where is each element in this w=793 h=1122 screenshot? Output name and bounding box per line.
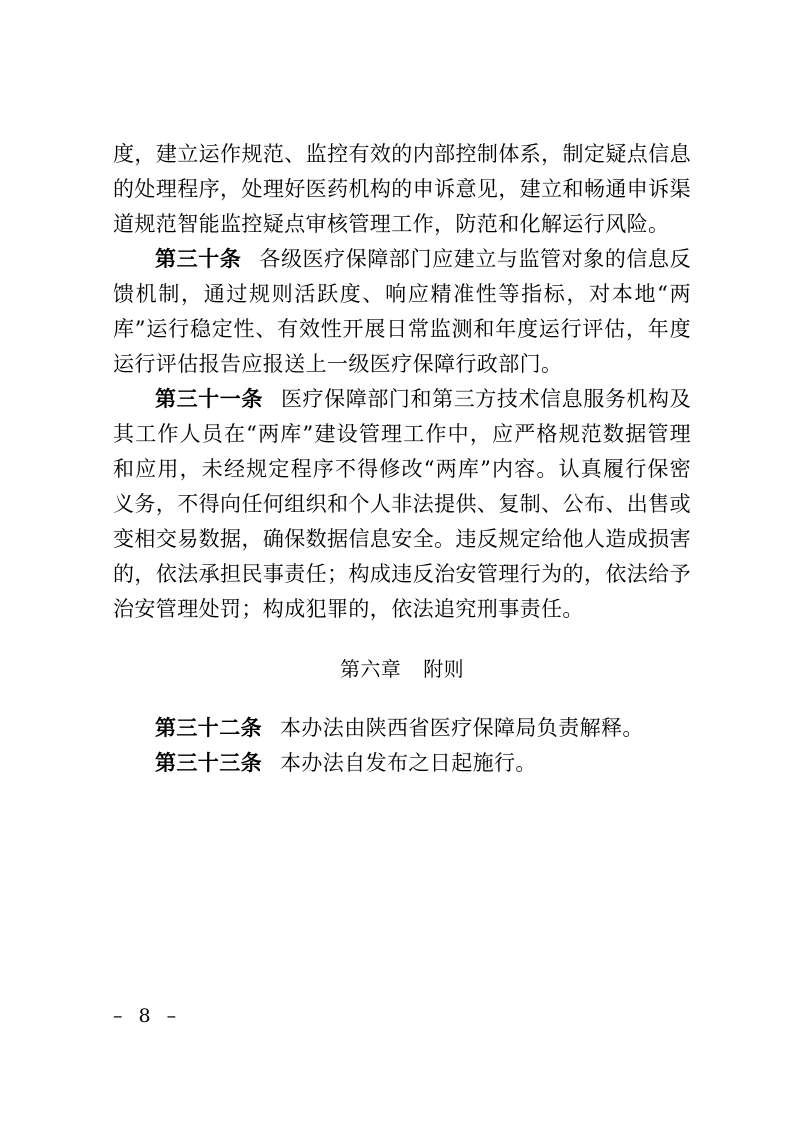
article-number: 第三十三条 (155, 751, 262, 775)
article-number: 第三十一条 (155, 387, 263, 411)
article-number: 第三十二条 (155, 716, 262, 740)
article-31 (113, 382, 691, 627)
document-body (113, 137, 691, 781)
paragraph-text: 度，建立运作规范、监控有效的内部控制体系，制定疑点信息的处理程序，处理好医药机构的申诉意见，建立和畅通申诉渠道规范智能监控疑点审核管理工作，防范和化解运行风险。 (113, 142, 691, 236)
paragraph-continuation (113, 137, 691, 242)
article-33 (113, 746, 691, 781)
article-number: 第三十条 (155, 247, 242, 271)
article-32 (113, 711, 691, 746)
article-text: 医疗保障部门和第三方技术信息服务机构及其工作人员在“两库”建设管理工作中，应严格规范数据管理和应用，未经规定程序不得修改“两库”内容。认真履行保密义务，不得向任何组织和个人非法提供、复制、公布、出售或变相交易数据，确保数据信息安全。违反规定给他人造成损害的，依法承担民事责任；构成违反治安管理行为的，依法给予治安管理处罚；构成犯罪的，依法追究刑事责任。 (113, 387, 692, 621)
chapter-number: 第六章 (339, 657, 402, 681)
chapter-title: 附则 (423, 657, 464, 681)
article-text: 各级医疗保障部门应建立与监管对象的信息反馈机制，通过规则活跃度、响应精准性等指标，对本地“两库”运行稳定性、有效性开展日常监测和年度运行评估，年度运行评估报告应报送上一级医疗保障行政部门。 (113, 247, 692, 376)
chapter-heading (113, 652, 691, 687)
page-number: – 8 – (113, 1005, 182, 1027)
article-text: 本办法由陕西省医疗保障局负责解释。 (280, 716, 644, 740)
article-30 (113, 242, 691, 382)
article-text: 本办法自发布之日起施行。 (280, 751, 537, 775)
